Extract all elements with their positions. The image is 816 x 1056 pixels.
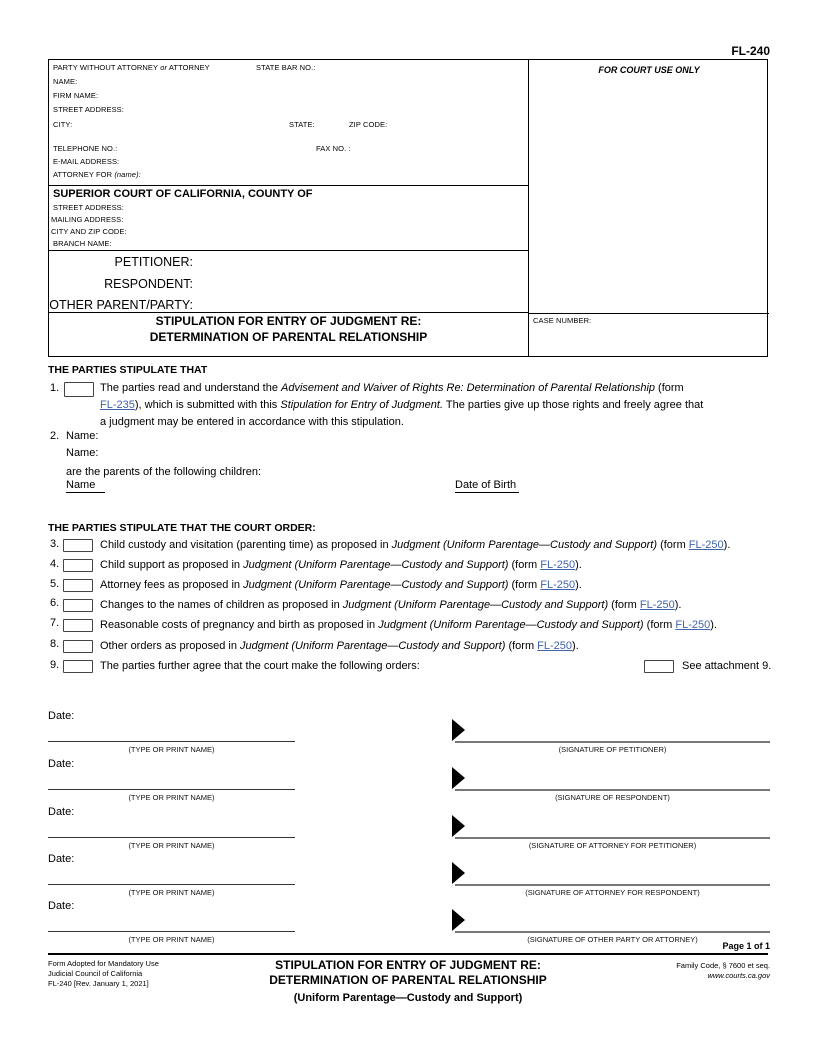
italic-text-segment: Advisement and Waiver of Rights Re: Determination of Parental Relationship	[281, 382, 655, 394]
text-segment: ).	[575, 579, 582, 591]
type-print-name-label-3: (TYPE OR PRINT NAME)	[128, 841, 215, 850]
form-title-box	[49, 313, 528, 358]
section-1-heading: THE PARTIES STIPULATE THAT	[48, 364, 208, 376]
item-7-number: 7.	[50, 617, 60, 629]
footer-council-line: Judicial Council of California	[48, 969, 143, 978]
text-segment: ).	[572, 640, 579, 652]
item-1-line-3	[100, 414, 772, 431]
footer-rule	[48, 953, 768, 955]
type-print-name-label-2: (TYPE OR PRINT NAME)	[128, 793, 215, 802]
type-print-name-label-4: (TYPE OR PRINT NAME)	[128, 888, 215, 897]
footer-title-line-2: DETERMINATION OF PARENTAL RELATIONSHIP	[269, 973, 547, 987]
footer-subtitle: (Uniform Parentage—Custody and Support)	[293, 992, 523, 1004]
italic-text-segment: Judgment (Uniform Parentage—Custody and Support)	[243, 559, 509, 571]
for-court-use-only-label: FOR COURT USE ONLY	[598, 65, 700, 75]
name-label: NAME:	[53, 77, 78, 86]
item-4-text	[100, 559, 582, 571]
item-1-checkbox[interactable]	[64, 382, 94, 397]
footer-title-line-1: STIPULATION FOR ENTRY OF JUDGMENT RE:	[275, 958, 541, 972]
italic-text-segment: Judgment (Uniform Parentage—Custody and Support)	[240, 640, 506, 652]
section-2-heading: THE PARTIES STIPULATE THAT THE COURT ORDER:	[48, 522, 316, 534]
form-link[interactable]: FL-250	[688, 539, 724, 551]
text-segment: ), which is submitted with this	[134, 399, 281, 411]
date-label-5: Date:	[48, 900, 75, 912]
item-8-text	[100, 640, 579, 652]
signature-line-3	[455, 837, 770, 839]
signature-label-attorney-respondent: (SIGNATURE OF ATTORNEY FOR RESPONDENT)	[525, 888, 700, 897]
footer-left-block	[48, 959, 159, 989]
superior-court-title: SUPERIOR COURT OF CALIFORNIA, COUNTY OF	[53, 188, 313, 200]
item-9-checkbox[interactable]	[63, 660, 93, 673]
see-attachment-9-label: See attachment 9.	[682, 660, 772, 672]
text-segment: Child custody and visitation (parenting time) as proposed in	[100, 539, 392, 551]
attorney-for-label	[53, 170, 141, 179]
text-segment: Child support as proposed in	[100, 559, 244, 571]
text-segment: (form	[643, 619, 676, 631]
item-3-checkbox[interactable]	[63, 539, 93, 552]
text-segment: Changes to the names of children as proposed in	[100, 599, 343, 611]
italic-text-segment: Judgment (Uniform Parentage—Custody and Support)	[378, 619, 644, 631]
signature-line-4	[455, 884, 770, 886]
form-link[interactable]: FL-250	[540, 579, 576, 591]
state-label: STATE:	[289, 120, 315, 129]
signature-arrow-icon-3	[452, 815, 465, 837]
footer-courts-url[interactable]: www.courts.ca.gov	[707, 971, 770, 980]
signature-label-other-party: (SIGNATURE OF OTHER PARTY OR ATTORNEY)	[527, 935, 698, 944]
petitioner-label: PETITIONER:	[114, 255, 193, 269]
type-print-name-line-3	[48, 837, 295, 838]
text-segment: a judgment may be entered in accordance with this stipulation.	[100, 416, 404, 428]
court-branch-label: BRANCH NAME:	[53, 239, 112, 248]
item-8-checkbox[interactable]	[63, 640, 93, 653]
children-name-column-header: Name	[66, 479, 105, 493]
italic-text-segment: Judgment (Uniform Parentage—Custody and Support)	[391, 539, 658, 551]
text-segment: ).	[723, 539, 731, 551]
signature-line-2	[455, 789, 770, 791]
respondent-label: RESPONDENT:	[104, 277, 193, 291]
date-label-1: Date:	[48, 710, 75, 722]
item-6-number: 6.	[50, 597, 60, 609]
text-segment: (form	[657, 539, 689, 551]
item-9-text	[100, 660, 420, 672]
form-link[interactable]: FL-250	[540, 559, 576, 571]
item-5-text	[100, 579, 582, 591]
or-text: or	[160, 63, 168, 72]
item-5-checkbox[interactable]	[63, 579, 93, 592]
text-segment: The parties give up those rights and freely agree that	[443, 399, 704, 411]
court-city-zip-label: CITY AND ZIP CODE:	[51, 227, 127, 236]
item-6-text	[100, 599, 682, 611]
date-label-4: Date:	[48, 853, 75, 865]
item-2-name-1-label: Name:	[66, 430, 99, 442]
signature-label-respondent: (SIGNATURE OF RESPONDENT)	[555, 793, 670, 802]
item-7-text	[100, 619, 717, 631]
item-1-number: 1.	[50, 382, 60, 394]
text-segment: (form	[655, 382, 684, 394]
state-bar-label: STATE BAR NO.:	[256, 63, 316, 72]
type-print-name-line-2	[48, 789, 295, 790]
form-link[interactable]: FL-250	[537, 640, 573, 652]
italic-text-segment: Judgment (Uniform Parentage—Custody and Support)	[342, 599, 609, 611]
item-4-checkbox[interactable]	[63, 559, 93, 572]
court-info-box	[49, 186, 528, 251]
text-segment: (form	[608, 599, 640, 611]
form-title-line-2: DETERMINATION OF PARENTAL RELATIONSHIP	[149, 330, 428, 344]
form-link[interactable]: FL-235	[100, 399, 135, 411]
attorney-for-name-text: (name):	[114, 170, 141, 179]
signature-arrow-icon-4	[452, 862, 465, 884]
party-without-attorney-label	[53, 63, 210, 72]
item-6-checkbox[interactable]	[63, 599, 93, 612]
footer-right-block	[676, 961, 770, 981]
italic-text-segment: Stipulation for Entry of Judgment.	[280, 399, 444, 411]
item-3-text	[100, 539, 730, 551]
text-segment: ).	[674, 599, 682, 611]
date-label-2: Date:	[48, 758, 75, 770]
footer-family-code-line: Family Code, § 7600 et seq.	[676, 961, 770, 970]
item-9-number: 9.	[50, 659, 60, 671]
page-number-label: Page 1 of 1	[722, 941, 770, 951]
telephone-label: TELEPHONE NO.:	[53, 144, 118, 153]
court-mailing-label: MAILING ADDRESS:	[51, 215, 124, 224]
type-print-name-label-1: (TYPE OR PRINT NAME)	[128, 745, 215, 754]
italic-text-segment: Judgment (Uniform Parentage—Custody and Support)	[243, 579, 509, 591]
email-label: E-MAIL ADDRESS:	[53, 157, 120, 166]
footer-revision-line: FL-240 [Rev. January 1, 2021]	[48, 979, 149, 988]
attorney-for-text: ATTORNEY FOR	[53, 170, 113, 179]
fax-label: FAX NO. :	[316, 144, 351, 153]
footer-adoption-line: Form Adopted for Mandatory Use	[48, 959, 159, 968]
text-segment: (form	[508, 579, 541, 591]
attorney-text: ATTORNEY	[168, 63, 210, 72]
item-4-number: 4.	[50, 558, 60, 570]
form-link[interactable]: FL-250	[639, 599, 675, 611]
item-1-line-2	[100, 397, 772, 414]
signature-arrow-icon-2	[452, 767, 465, 789]
item-3-number: 3.	[50, 538, 60, 550]
item-1-text	[100, 380, 772, 431]
zip-code-label: ZIP CODE:	[349, 120, 388, 129]
children-dob-column-header: Date of Birth	[455, 479, 519, 493]
signature-line-5	[455, 931, 770, 933]
signature-arrow-icon-1	[452, 719, 465, 741]
type-print-name-line-1	[48, 741, 295, 742]
type-print-name-line-4	[48, 884, 295, 885]
item-2-parents-line: are the parents of the following children:	[66, 466, 262, 478]
firm-name-label: FIRM NAME:	[53, 91, 99, 100]
text-segment: (form	[508, 559, 541, 571]
case-number-label: CASE NUMBER:	[533, 316, 592, 325]
text-segment: Attorney fees as proposed in	[100, 579, 244, 591]
text-segment: ).	[710, 619, 717, 631]
signature-label-attorney-petitioner: (SIGNATURE OF ATTORNEY FOR PETITIONER)	[528, 841, 697, 850]
party-without-attorney-text: PARTY WITHOUT ATTORNEY	[53, 63, 158, 72]
text-segment: Reasonable costs of pregnancy and birth as proposed in	[100, 619, 379, 631]
signature-label-petitioner: (SIGNATURE OF PETITIONER)	[558, 745, 667, 754]
attorney-info-box	[49, 60, 528, 186]
text-segment: ).	[575, 559, 582, 571]
item-2-name-2-label: Name:	[66, 447, 99, 459]
item-2-number: 2.	[50, 430, 60, 442]
signature-line-1	[455, 741, 770, 743]
text-segment: The parties read and understand the	[100, 382, 282, 394]
court-street-label: STREET ADDRESS:	[53, 203, 124, 212]
date-label-3: Date:	[48, 806, 75, 818]
text-segment: The parties further agree that the court make the following orders:	[100, 660, 420, 672]
form-link[interactable]: FL-250	[675, 619, 711, 631]
item-5-number: 5.	[50, 578, 60, 590]
item-7-checkbox[interactable]	[63, 619, 93, 632]
text-segment: Other orders as proposed in	[100, 640, 241, 652]
see-attachment-9-checkbox[interactable]	[644, 660, 674, 673]
city-label: CITY:	[53, 120, 73, 129]
item-1-line-1	[100, 380, 772, 397]
party-names-box	[49, 251, 528, 313]
other-parent-party-label: OTHER PARENT/PARTY:	[49, 298, 193, 312]
item-8-number: 8.	[50, 638, 60, 650]
header-caption-box	[48, 59, 768, 357]
signature-arrow-icon-5	[452, 909, 465, 931]
type-print-name-label-5: (TYPE OR PRINT NAME)	[128, 935, 215, 944]
type-print-name-line-5	[48, 931, 295, 932]
footer-title-block	[150, 958, 666, 1004]
for-court-use-only-box	[529, 60, 769, 313]
street-address-label: STREET ADDRESS:	[53, 105, 124, 114]
case-number-box	[529, 313, 769, 358]
form-number: FL-240	[731, 44, 770, 58]
text-segment: (form	[505, 640, 538, 652]
form-title-line-1: STIPULATION FOR ENTRY OF JUDGMENT RE:	[155, 314, 422, 328]
